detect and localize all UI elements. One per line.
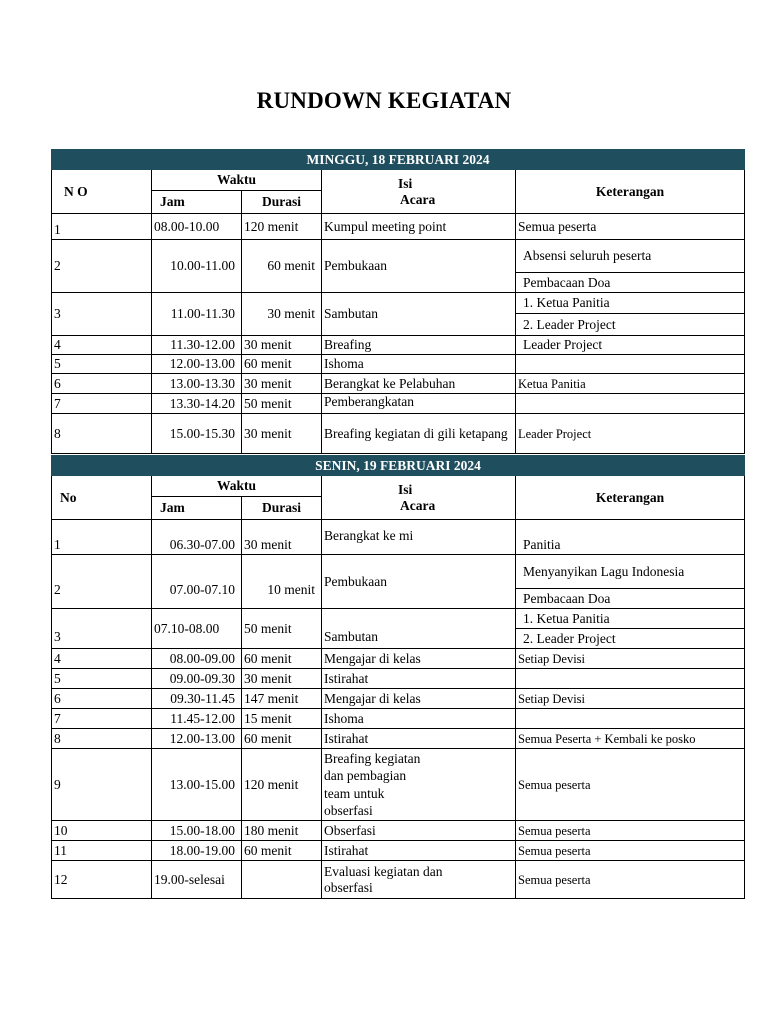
row-jam: 07.10-08.00 xyxy=(152,609,242,649)
row-keterangan xyxy=(516,394,745,414)
row-durasi: 30 menit xyxy=(242,414,322,454)
row-acara: Breafing kegiatan dan pembagian team untuk obserfasi xyxy=(322,749,516,821)
table-row xyxy=(52,841,745,861)
row-keterangan: 2. Leader Project xyxy=(516,629,745,649)
row-no: 7 xyxy=(52,709,152,729)
table-row xyxy=(52,729,745,749)
row-keterangan: Semua Peserta + Kembali ke posko xyxy=(516,729,745,749)
table-row xyxy=(52,336,745,355)
row-jam: 13.00-13.30 xyxy=(152,374,242,394)
row-keterangan: Semua peserta xyxy=(516,841,745,861)
row-acara: Pembukaan xyxy=(322,240,516,293)
row-no: 3 xyxy=(52,609,152,649)
day2-header-jam: Jam xyxy=(152,497,242,520)
rundown-table-day2 xyxy=(51,455,745,899)
day1-date: MINGGU, 18 FEBRUARI 2024 xyxy=(52,150,745,170)
row-keterangan: Leader Project xyxy=(516,414,745,454)
row-no: 3 xyxy=(52,293,152,336)
day2-date: SENIN, 19 FEBRUARI 2024 xyxy=(52,456,745,476)
table-row xyxy=(52,414,745,454)
row-jam: 12.00-13.00 xyxy=(152,355,242,374)
table-row xyxy=(52,355,745,374)
row-jam: 09.00-09.30 xyxy=(152,669,242,689)
row-jam: 07.00-07.10 xyxy=(152,555,242,609)
day2-header-durasi: Durasi xyxy=(242,497,322,520)
row-no: 8 xyxy=(52,414,152,454)
row-durasi: 50 menit xyxy=(242,609,322,649)
day2-header-no: No xyxy=(52,476,152,520)
row-keterangan: Menyanyikan Lagu Indonesia xyxy=(516,555,745,589)
table-row xyxy=(52,749,745,821)
row-jam: 18.00-19.00 xyxy=(152,841,242,861)
day1-header-no: N O xyxy=(52,170,152,214)
row-jam: 12.00-13.00 xyxy=(152,729,242,749)
table-row xyxy=(52,394,745,414)
row-keterangan: Ketua Panitia xyxy=(516,374,745,394)
day2-header-acara: Acara xyxy=(400,497,436,513)
row-acara: Breafing xyxy=(322,336,516,355)
row-no: 6 xyxy=(52,374,152,394)
row-durasi xyxy=(242,861,322,899)
row-jam: 11.45-12.00 xyxy=(152,709,242,729)
table-row xyxy=(52,609,745,629)
row-durasi: 60 menit xyxy=(242,240,322,293)
row-keterangan: Pembacaan Doa xyxy=(516,273,745,293)
row-durasi: 30 menit xyxy=(242,293,322,336)
row-jam: 19.00-selesai xyxy=(152,861,242,899)
row-durasi: 30 menit xyxy=(242,669,322,689)
row-keterangan: 1. Ketua Panitia xyxy=(516,293,745,314)
row-no: 5 xyxy=(52,669,152,689)
row-jam: 06.30-07.00 xyxy=(152,520,242,555)
table-row xyxy=(52,861,745,899)
row-keterangan: 1. Ketua Panitia xyxy=(516,609,745,629)
row-no: 9 xyxy=(52,749,152,821)
row-acara: Sambutan xyxy=(322,293,516,336)
table-row xyxy=(52,374,745,394)
row-jam: 13.00-15.00 xyxy=(152,749,242,821)
row-no: 12 xyxy=(52,861,152,899)
table-row xyxy=(52,240,745,273)
row-acara: Istirahat xyxy=(322,669,516,689)
row-durasi: 60 menit xyxy=(242,841,322,861)
row-acara: Pembukaan xyxy=(322,555,516,609)
day2-band xyxy=(52,456,745,476)
row-jam: 10.00-11.00 xyxy=(152,240,242,293)
table-row xyxy=(52,293,745,314)
row-keterangan: Semua peserta xyxy=(516,749,745,821)
row-keterangan: Pembacaan Doa xyxy=(516,589,745,609)
row-no: 6 xyxy=(52,689,152,709)
row-jam: 08.00-10.00 xyxy=(152,214,242,240)
row-durasi: 147 menit xyxy=(242,689,322,709)
row-durasi: 30 menit xyxy=(242,374,322,394)
row-jam: 13.30-14.20 xyxy=(152,394,242,414)
row-durasi: 60 menit xyxy=(242,355,322,374)
row-no: 4 xyxy=(52,336,152,355)
day1-header-jam: Jam xyxy=(152,191,242,214)
row-jam: 15.00-15.30 xyxy=(152,414,242,454)
table-row xyxy=(52,555,745,589)
row-acara: Mengajar di kelas xyxy=(322,689,516,709)
row-keterangan: Semua peserta xyxy=(516,861,745,899)
row-keterangan: Panitia xyxy=(516,520,745,555)
table-row xyxy=(52,821,745,841)
day1-header-durasi: Durasi xyxy=(242,191,322,214)
row-acara: Berangkat ke mi xyxy=(322,520,516,555)
row-keterangan: 2. Leader Project xyxy=(516,314,745,336)
row-keterangan: Setiap Devisi xyxy=(516,689,745,709)
day2-header-row xyxy=(52,476,745,497)
table-row xyxy=(52,649,745,669)
day1-header-acara: Acara xyxy=(400,191,436,207)
table-row xyxy=(52,689,745,709)
table-row xyxy=(52,520,745,555)
row-keterangan: Leader Project xyxy=(516,336,745,355)
row-jam: 15.00-18.00 xyxy=(152,821,242,841)
row-keterangan xyxy=(516,709,745,729)
day2-header-waktu: Waktu xyxy=(152,476,322,497)
row-acara: Pemberangkatan xyxy=(322,394,516,414)
row-jam: 11.00-11.30 xyxy=(152,293,242,336)
row-jam: 09.30-11.45 xyxy=(152,689,242,709)
row-no: 7 xyxy=(52,394,152,414)
row-no: 1 xyxy=(52,214,152,240)
row-acara: Sambutan xyxy=(322,609,516,649)
row-acara: Istirahat xyxy=(322,729,516,749)
row-no: 10 xyxy=(52,821,152,841)
row-durasi: 60 menit xyxy=(242,729,322,749)
row-durasi: 10 menit xyxy=(242,555,322,609)
day2-header-isi-acara xyxy=(322,476,516,520)
row-durasi: 180 menit xyxy=(242,821,322,841)
row-jam: 11.30-12.00 xyxy=(152,336,242,355)
row-durasi: 60 menit xyxy=(242,649,322,669)
row-durasi: 120 menit xyxy=(242,214,322,240)
table-row xyxy=(52,214,745,240)
row-acara: Berangkat ke Pelabuhan xyxy=(322,374,516,394)
row-durasi: 30 menit xyxy=(242,520,322,555)
row-no: 11 xyxy=(52,841,152,861)
row-durasi: 15 menit xyxy=(242,709,322,729)
row-keterangan: Setiap Devisi xyxy=(516,649,745,669)
row-acara: Breafing kegiatan di gili ketapang xyxy=(322,414,516,454)
day1-header-waktu: Waktu xyxy=(152,170,322,191)
row-no: 2 xyxy=(52,555,152,609)
row-durasi: 30 menit xyxy=(242,336,322,355)
row-acara: Ishoma xyxy=(322,709,516,729)
rundown-table-day1 xyxy=(51,149,745,454)
row-keterangan: Semua peserta xyxy=(516,821,745,841)
row-durasi: 120 menit xyxy=(242,749,322,821)
row-acara: Ishoma xyxy=(322,355,516,374)
day1-band xyxy=(52,150,745,170)
row-no: 5 xyxy=(52,355,152,374)
page-title: RUNDOWN KEGIATAN xyxy=(256,88,512,113)
row-acara: Kumpul meeting point xyxy=(322,214,516,240)
day1-header-keterangan: Keterangan xyxy=(516,170,745,214)
row-no: 4 xyxy=(52,649,152,669)
day1-header-isi-acara xyxy=(322,170,516,214)
day2-header-isi: Isi xyxy=(398,481,413,497)
row-acara: Mengajar di kelas xyxy=(322,649,516,669)
day1-header-row xyxy=(52,170,745,191)
row-keterangan: Absensi seluruh peserta xyxy=(516,240,745,273)
row-durasi: 50 menit xyxy=(242,394,322,414)
row-no: 2 xyxy=(52,240,152,293)
row-jam: 08.00-09.00 xyxy=(152,649,242,669)
day1-header-isi: Isi xyxy=(398,175,413,191)
row-acara: Obserfasi xyxy=(322,821,516,841)
row-keterangan: Semua peserta xyxy=(516,214,745,240)
table-row xyxy=(52,669,745,689)
row-no: 1 xyxy=(52,520,152,555)
row-acara: Istirahat xyxy=(322,841,516,861)
table-row xyxy=(52,709,745,729)
row-acara: Evaluasi kegiatan dan obserfasi xyxy=(322,861,516,899)
row-keterangan xyxy=(516,355,745,374)
day2-header-keterangan: Keterangan xyxy=(516,476,745,520)
row-no: 8 xyxy=(52,729,152,749)
row-keterangan xyxy=(516,669,745,689)
